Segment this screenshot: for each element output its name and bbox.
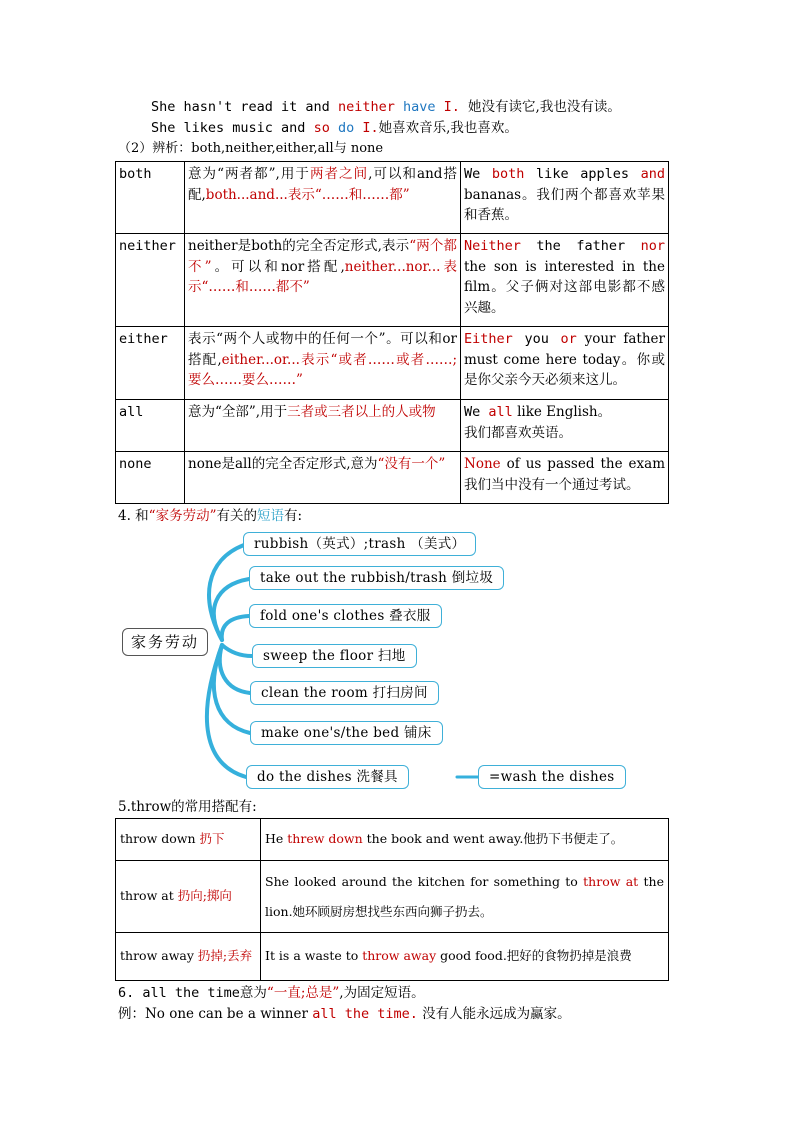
phrase-cell: throw at 扔向;掷向 [116, 861, 261, 933]
example-cell: None of us passed the exam我们当中没有一个通过考试。 [461, 452, 669, 504]
mindmap-node: clean the room 打扫房间 [250, 681, 439, 705]
table-row [116, 327, 669, 400]
word-cell: none [116, 452, 185, 504]
table-row [116, 819, 669, 861]
section-2-heading: （2）辨析：both,neither,either,all与 none [118, 141, 384, 156]
table-row [116, 452, 669, 504]
section-5-heading: 5.throw的常用搭配有: [118, 799, 257, 815]
example-cell: Neither the father nor the son is interested in the film。父子俩对这部电影都不感兴趣。 [461, 234, 669, 327]
table-row [116, 234, 669, 327]
table-row [116, 400, 669, 452]
example-cell: He threw down the book and went away.他扔下书便走了。 [261, 819, 669, 861]
translation: 她没有读它,我也没有读。 [468, 99, 621, 115]
throw-phrases-table [115, 818, 669, 981]
table-row [116, 162, 669, 234]
section-6-example: 例：No one can be a winner all the time. 没有人能永远成为赢家。 [118, 1006, 571, 1022]
meaning-cell: 表示“两个人或物中的任何一个”。可以和or搭配,either...or...表示“或者……或者……;要么……要么……” [185, 327, 461, 400]
distinction-table [115, 161, 669, 504]
keyword: do [337, 120, 355, 136]
word-cell: either [116, 327, 185, 400]
word-cell: neither [116, 234, 185, 327]
keyword: so [313, 120, 330, 136]
example-cell: It is a waste to throw away good food.把好的食物扔掉是浪费 [261, 933, 669, 981]
translation: 她喜欢音乐,我也喜欢。 [378, 120, 518, 136]
mindmap-node: take out the rubbish/trash 倒垃圾 [249, 566, 504, 590]
text: She hasn't read it and [151, 99, 338, 115]
meaning-cell: none是all的完全否定形式,意为“没有一个” [185, 452, 461, 504]
mindmap-node-extra: =wash the dishes [478, 765, 626, 789]
word-cell: all [116, 400, 185, 452]
mindmap-root: 家务劳动 [122, 628, 208, 656]
mindmap-node: do the dishes 洗餐具 [246, 765, 409, 789]
word-cell: both [116, 162, 185, 234]
example-cell: Either you or your father must come here today。你或是你父亲今天必须来这儿。 [461, 327, 669, 400]
meaning-cell: 意为“全部”,用于三者或三者以上的人或物 [185, 400, 461, 452]
intro-line-2 [151, 118, 518, 138]
phrase-cell: throw down 扔下 [116, 819, 261, 861]
text: She likes music and [151, 120, 314, 136]
mindmap-node: rubbish（英式）;trash （美式） [243, 532, 476, 556]
phrase-cell: throw away 扔掉;丢弃 [116, 933, 261, 981]
example-cell: She looked around the kitchen for something to throw at the lion.她环顾厨房想找些东西向狮子扔去。 [261, 861, 669, 933]
mindmap-node: make one's/the bed 铺床 [250, 721, 443, 745]
table-row [116, 933, 669, 981]
section-4-heading: 4. 和“家务劳动”有关的短语有: [118, 508, 303, 524]
mindmap-node: fold one's clothes 叠衣服 [249, 604, 442, 628]
mindmap-node: sweep the floor 扫地 [252, 644, 417, 668]
intro-line-1 [151, 97, 621, 117]
meaning-cell: 意为“两者都”,用于两者之间,可以和and搭配,both...and...表示“……和……都” [185, 162, 461, 234]
example-cell: We all like English。 我们都喜欢英语。 [461, 400, 669, 452]
keyword: have [402, 99, 436, 115]
meaning-cell: neither是both的完全否定形式,表示“两个都不”。可以和nor搭配,neither...nor...表示“……和……都不” [185, 234, 461, 327]
example-cell: We both like apples and bananas。我们两个都喜欢苹果和香蕉。 [461, 162, 669, 234]
table-row [116, 861, 669, 933]
section-6-heading: 6. all the time意为“一直;总是”,为固定短语。 [118, 985, 425, 1001]
keyword: I. [443, 99, 460, 115]
keyword: I. [362, 120, 379, 136]
keyword: neither [337, 99, 395, 115]
